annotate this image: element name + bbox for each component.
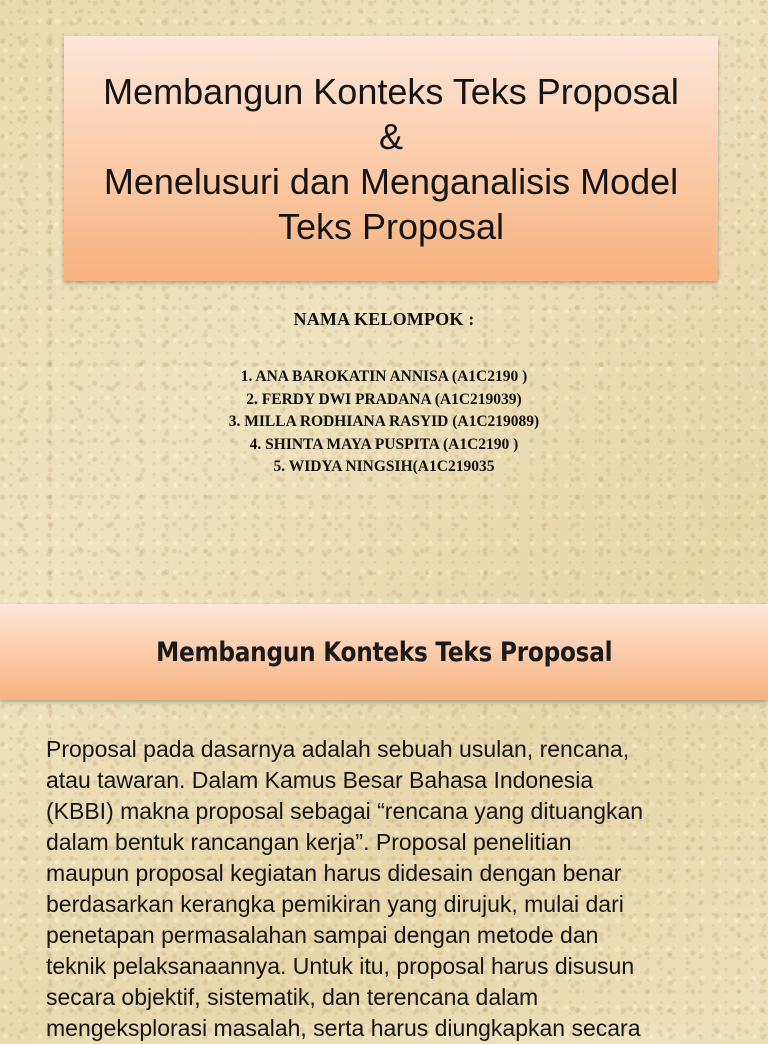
- title-line: &: [378, 115, 403, 157]
- member-item: 3. MILLA RODHIANA RASYID (A1C219089): [228, 413, 540, 430]
- section-title-box: [0, 604, 768, 700]
- member-list: [0, 366, 768, 479]
- body-line: maupun proposal kegiatan harus didesain dengan benar: [46, 860, 622, 886]
- member-item: 1. ANA BAROKATIN ANNISA (A1C2190 ): [240, 368, 528, 385]
- body-line: Proposal pada dasarnya adalah sebuah usulan, rencana,: [46, 736, 630, 762]
- body-line: dalam bentuk rancangan kerja”. Proposal penelitian: [46, 829, 572, 855]
- member-item: 5. WIDYA NINGSIH(A1C219035: [273, 458, 495, 475]
- body-line: penetapan permasalahan sampai dengan metode dan: [46, 922, 599, 948]
- body-paragraph: [46, 734, 736, 1044]
- body-line: (KBBI) makna proposal sebagai “rencana yang dituangkan: [46, 798, 644, 824]
- body-line: berdasarkan kerangka pemikiran yang dirujuk, mulai dari: [46, 891, 624, 917]
- body-line: atau tawaran. Dalam Kamus Besar Bahasa Indonesia: [46, 767, 594, 793]
- body-line: secara objektif, sistematik, dan terencana dalam: [46, 984, 539, 1010]
- body-line: mengeksplorasi masalah, serta harus diungkapkan secara: [46, 1015, 641, 1041]
- title-line: Teks Proposal: [277, 205, 505, 247]
- title-line: Menelusuri dan Menganalisis Model: [103, 160, 679, 202]
- slide-title: [64, 69, 718, 249]
- group-heading: NAMA KELOMPOK :: [293, 309, 475, 329]
- member-item: 4. SHINTA MAYA PUSPITA (A1C2190 ): [249, 435, 519, 453]
- body-line: teknik pelaksanaannya. Untuk itu, proposal harus disusun: [46, 953, 635, 979]
- section-title: Membangun Konteks Teks Proposal: [155, 636, 613, 668]
- title-box: [64, 36, 718, 281]
- member-item: 2. FERDY DWI PRADANA (A1C219039): [246, 390, 522, 408]
- slide-2: [0, 566, 768, 1041]
- title-line: Membangun Konteks Teks Proposal: [103, 70, 679, 112]
